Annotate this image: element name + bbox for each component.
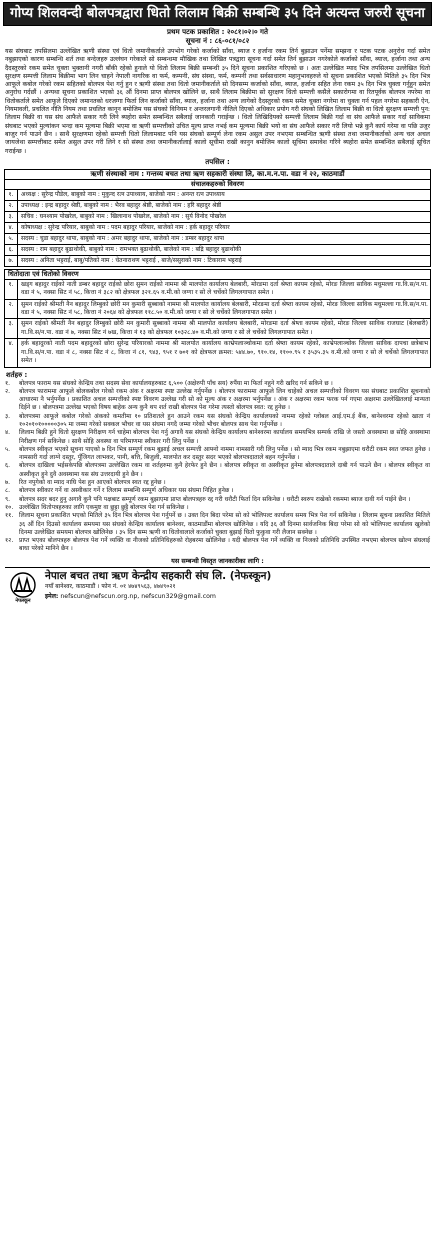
contact-heading: यस सम्बन्धी विस्तृत जानकारीका लागि : xyxy=(171,556,264,565)
officer-row-number: ५. xyxy=(5,234,18,244)
term-item-number: ६. xyxy=(5,462,11,470)
term-item-number: ५. xyxy=(5,445,11,453)
term-item-number: ११. xyxy=(5,512,14,520)
officer-row-text: सदस्य : राम बहादुर बुढाथोकी, बाबुको नाम : रामभक्त बुढाथोकी, बाजेको नाम : बद्रि बहादुर बुढाथोकी xyxy=(21,245,242,253)
terms-heading: शर्तहरु : xyxy=(6,370,28,379)
term-item-number: १०. xyxy=(5,503,14,511)
borrower-org-name: ऋणी संस्थाको नाम : गन्तव्य बचत तथा ऋण सहकारी संस्था लि, का.म.न.पा. वडा नं २२, काठमाडौं xyxy=(5,170,430,180)
collateral-row-text: हर्क बहादुरको नाती पदम बहादुरको छोरा सुरेन्द्र परियारको नाममा श्री मालपोत कार्यालय काभ्रेपलाञ्चोकमा दर्ता श्रेष्ता कायम रहेको, काभ्रेपलाञ्चोक जिल्ला साविक दापचा छत्रेबाभ गा.वि.स/न.पा. वडा नं ८, नक्सा सिट नं ८, कित्ता नं ८१, ९४३, ९५१ र ७०१ को क्षेत्रफल क्रमश: ५४४.७०, ९१०.१४, ११००.९५ र ३५३५.३५ व.मी.को जग्गा र सो ले चर्चेको लिगलगापात समेत । xyxy=(21,340,428,365)
collateral-row xyxy=(5,319,430,339)
collateral-row-text: सुमन राईको श्रीमती नैन बहादुर लिम्बुको छोरी मन कुमारी सुब्बाको नाममा श्री मालपोत कार्यालय बेलबारी, मोरङमा दर्ता श्रेष्ता कायम रहेको, मोरङ जिल्ला साविक राजघाट (बेलबारी) गा.वि.स/न.पा. वडा नं ७, नक्सा सिट नं ७ख, कित्ता नं १३ को क्षेत्रफल १०३२८.४० व.मी.को जग्गा र सो ले चर्चेको लिगलगापात समेत । xyxy=(21,320,428,336)
collateral-table xyxy=(4,269,431,368)
officer-row-text: उपाध्यक्ष : इन्द्र बहादुर श्रेष्ठी, बाबुको नाम : भैरव बहादुर श्रेष्ठी, बाजेको नाम : हरि बहादुर श्रेष्ठी xyxy=(21,201,222,209)
term-item-text: बोलपत्रमा आफूले कबोल गरेको अंकको कमतीमा १० प्रतिशतले हुन आउने रकम यस संघको केन्द्रिय कार्यालयको नाममा रहेको ग्लोबल आई.एम.ई बैंक, बानेश्वरमा रहेको खाता नं १०२०१०१०००००३०५ मा जम्मा गरेको सक्कल भौचर वा यस संघमा नगदै जम्मा गरेको भौचर बोलपत्र साथ पेश गर्नुपर्नेछ । xyxy=(19,412,430,428)
officer-row-number: २. xyxy=(5,201,18,211)
officer-row-text: अध्यक्ष : सुरेन्द्र पौडेल, बाबुको नाम : मुकुन्द रत्न उपाध्याय, बाजेको नाम : अनन्त रत्न उपाध्याय xyxy=(21,190,225,198)
term-item-number: ४. xyxy=(5,429,11,437)
officer-row-number: ६. xyxy=(5,245,18,255)
term-item xyxy=(5,512,430,537)
term-item-text: बोलपत्र स्वीकृत भएको सूचना पाएको ७ दिन भित्र सम्पूर्ण रकम बुझाई अचल सम्पत्ती आफ्नो नाममा नामसारी गरी लिनु पर्नेछ । सो म्याद भित्र रकम नबुझाएमा धरौटी रकम स्वत जफत हुनेछ । नामसारी गर्दा लाग्ने दस्तुर, पूँजिगत लाभकर, पानी, बत्ति, बिजुली, मालपोत कर दस्तुर सदर भएको बोलपत्रदाताले बहन गर्नुपर्नेछ । xyxy=(19,445,430,462)
officers-list xyxy=(5,190,430,266)
term-item xyxy=(5,388,430,413)
officer-row xyxy=(5,212,430,223)
term-item-number: ९. xyxy=(5,495,11,503)
term-item-text: बोलपत्र दाखिला भईसकेपछि बोलपत्रमा उल्लेखित रकम वा शर्तहरुमा कुनै हेरफेर हुने छैन । बोलपत्र स्वीकृत वा अस्वीकृत हुनेमा बोलपत्रदाताले दाबी गर्न पाउने छैन । बोलपत्र स्वीकृत वा अस्वीकृत हुने दुवै अवस्थामा यस संघ उत्तरदायी हुने छैन । xyxy=(19,462,430,478)
officer-row-number: ४. xyxy=(5,223,18,233)
term-item-number: ७. xyxy=(5,479,11,487)
term-item-number: २. xyxy=(5,387,11,395)
officer-row xyxy=(5,256,430,266)
officer-row-text: कोषाध्यक्ष : सुरेन्द्र परियार, बाबुको नाम : पदम बहादुर परियार, बाजेको नाम : हर्क बहादुर परियार xyxy=(21,223,230,231)
officer-row xyxy=(5,201,430,212)
officer-row-text: सदस्य : चुडा बहादुर थापा, बाबुको नाम : अमर बहादुर थापा, बाजेको नाम : डम्बर बहादुर थापा xyxy=(21,234,225,242)
officer-row xyxy=(5,234,430,245)
term-item xyxy=(5,487,430,495)
officer-row-number: १. xyxy=(5,190,18,200)
nefscun-logo xyxy=(5,570,41,606)
terms-list xyxy=(3,380,432,554)
collateral-row xyxy=(5,300,430,320)
term-item xyxy=(5,429,430,446)
collateral-row-number: १. xyxy=(5,280,18,299)
notice-title: गोप्य शिलवन्दी बोलपत्रद्वारा धितो लिलाम बिक्री सम्बन्धि ३५ दिने अत्यन्त जरुरी सूचना xyxy=(3,2,432,26)
term-item xyxy=(5,446,430,463)
footer-text xyxy=(41,570,430,601)
collateral-row xyxy=(5,280,430,300)
term-item-text: बोलपत्र फाराममा आफूले बोलकबोल गरेको रकम अंक र अक्षरमा स्पष्ट उल्लेख गर्नुपर्नेछ । बोलपत्र फाराममा आफूले लिन चाहेको अचल सम्पत्तीको विवरण यस संघबाट प्रकाशित सूचनाको आधारमा नै भर्नुपर्नेछ । प्रकाशित अचल सम्पत्तीको स्पष्ट विवरण उल्लेख गरी सो को मूल्य अंक र अक्षरमा भर्नुपर्नेछ । अंक र अक्षरमा रकम फरक पर्न गएमा अक्षरमा उल्लेखितलाई मान्यता दिईने छ । बोलपत्रमा उल्लेख भएको विषय बाहेक अन्य कुनै थप शर्त राखी बोलपत्र पेश गरेमा त्यस्तो बोलपत्र स्वत: रद्द हुनेछ । xyxy=(19,387,430,412)
term-item-number: ३. xyxy=(5,412,11,420)
officer-row xyxy=(5,223,430,234)
org-address: नयाँ बानेश्वर, काठमाडौं । फोन नं. ०१ ४७४९५६३, ४७४९०२१ xyxy=(45,582,176,590)
term-item xyxy=(5,537,430,554)
term-item xyxy=(5,496,430,504)
term-item-text: बोलपत्र सदर बदर हुनु अगावै कुनै पनि पक्षबाट सम्पूर्ण रकम बुझाएमा प्राप्त बोलपत्रहरु रद्द गरी धरौटी फिर्ता दिन सकिनेछ । धरौटी स्वरुप राखेको रकममा ब्याज दावी गर्न पाईने छैन । xyxy=(19,495,411,503)
logo-text: नेफस्कून xyxy=(15,597,31,604)
term-item-text: बोलपत्र फाराम यस संघको केन्द्रिय तथा सदस्य सेवा कार्यालयहरुबाट ६,५०० (अक्षेरुपी पाँच सय) रुपैंया मा फिर्ता नहुने गरी खरिद गर्न सकिने छ । xyxy=(19,379,333,387)
collateral-row xyxy=(5,339,430,366)
borrower-table xyxy=(4,169,431,267)
term-item-text: प्राप्त भएका बोलपत्रहरु बोलपत्र पेश गर्ने व्यक्ति वा नीजको प्रतिनिधिहरुको रोहबरमा खोलिनेछ । यदी बोलपत्र पेश गर्ने व्यक्ति वा निजको प्रतिनिधि उपस्थित नभएमा बोलपत्र खोल्न संघलाई बाधा परेको मानिने छैन । xyxy=(19,537,430,553)
officer-row xyxy=(5,245,430,256)
collateral-row-text: सुमन राईको श्रीमती नैन बहादुर लिम्बुको छोरी मन कुमारी सुब्बाको नाममा श्री मालपोत कार्यालय बेलबारी, मोरङमा दर्ता श्रेष्ता कायम रहेको, मोरङ जिल्ला साविक मधुमल्ला गा.वि.स/न.पा. वडा नं ५, नक्सा सिट नं ५८, कित्ता नं २०६४ को क्षेत्रफल ११८.५० व.मी.को जग्गा र सो ले चर्चेको लिगलगापात समेत । xyxy=(21,300,428,317)
email-line xyxy=(45,592,430,601)
email-label: इमेल: xyxy=(45,592,59,600)
notice-number: सूचना नं : ८६-०८१/०८२ xyxy=(185,37,250,45)
officers-heading: संचालकहरुको विवरण xyxy=(5,180,430,190)
term-item-number: १. xyxy=(5,379,11,387)
term-item-text: लिलाम सूचना प्रकाशित भएको मितिले ३५ दिन भित्र बोलपत्र पेश गर्नुपर्ने छ । उक्त दिन बिदा परेमा सो को भोलिपल्ट कार्यालय समय भित्र पेश गर्न सकिनेछ । लिलाम सूचना प्रकाशित मितिले ३६ औं दिन दिउसो कार्यालय समयमा यस संघको केन्द्रिय कार्यालय बानेश्वर, काठमाडौंमा बोलपत्र खोलिनेछ । यदि ३६ औं दिनमा सार्वजनिक बिदा परेमा सो को भोलिपल्ट कार्यालय खुलेको दिनमा उल्लेखित समयमा बोलपत्र खोलिनेछ । ३५ दिन सम्म ऋणी वा धितोवालाले कर्जाको चुक्ता बुझाई धितो फुकुवा गरी लैजान सक्नेछ । xyxy=(19,512,430,536)
term-item-text: बोलपत्र स्वीकार गर्ने वा अस्वीकार गर्ने र लिलाम सम्बन्धि सम्पूर्ण अधिकार यस संघमा निहित हुनेछ । xyxy=(19,487,234,495)
officer-row-text: सचिव : घनश्याम पोखरेल, बाबुको नाम : खिलानाथ पोखरेल, बाजेको नाम : सुर्य विनोद पोखरेल xyxy=(21,212,226,220)
publication-date: प्रथम पटक प्रकाशित : २०८१।०२।० गते xyxy=(167,28,268,36)
tapsil-label: तपसिल : xyxy=(205,157,230,166)
term-item-text: रित नपुगेको वा म्याद नाघि पेश हुन आएको बोलपत्र स्वत रद्द हुनेछ । xyxy=(19,479,166,487)
collateral-heading: धितोदाता एवं धितोको विवरण xyxy=(5,270,430,280)
term-item-number: १२. xyxy=(5,537,14,545)
officer-row xyxy=(5,190,430,201)
officer-row-number: ३. xyxy=(5,212,18,222)
collateral-row-number: ३. xyxy=(5,319,18,338)
collateral-list xyxy=(5,280,430,367)
officer-row-number: ७. xyxy=(5,256,18,266)
collateral-row-text: खड्ग बहादुर राईको नाती डम्बर बहादुर राईको छोरा सुमन राईको नाममा श्री मालपोत कार्यालय बेलबारी, मोरङमा दर्ता श्रेष्ता कायम रहेको, मोरङ जिल्ला साविक मधुमल्ला गा.वि.स/न.पा. वडा नं ५, नक्सा सिट नं ५८, कित्ता नं ३८२ को क्षेत्रफल ३२१.६५ व.मी.को जग्गा र सो ले चर्चेको लिगलगापात समेत । xyxy=(21,280,428,297)
intro-paragraph: यस संघबाट तपसिलमा उल्लेखित ऋणी संस्था एवं धितो जमानीकर्ताले उपभोग गरेको कर्जाको साँवा, ब्याज र हर्जाना रकम तिर्न बुझाउन पर्नेमा सम्झना र पटक पटक अनुरोध गर्दा समेत नबुझाएको कारण सम्बन्धि शर्त तथा बन्देजहरु उल्लंघन गरेकाले सो सम्बन्धमा मौखिक तथा लिखित पत्रद्वारा सूचना गर्दा समेत तिर्न बुझाउन नगरेकोले कर्जाको साँवा, ब्याज, हर्जाना तथा अन्य दैदस्तुरको रकम समेत चुक्ता भुक्तानी नगरी बाँकी रहेको हुनाले यो धितो लिलाम बिक्री सम्बन्धी ३५ दिने सूचना प्रकाशित गरिएको छ । अतः उल्लेखित म्याद भित्र तपसिलमा उल्लेखित धितो सुरक्षण सम्पत्ती लिलाम बिक्रीमा भाग लिन चाहने नेपाली नागरिक वा फर्म, कम्पनी, संघ संस्था, फर्म, कम्पनी तथा सर्वसाधारण महानुभावहरुले यो सूचना प्रकाशित भएको मितिले ३५ दिन भित्र आफूले कबोल गरेको रकम सहितको बोलपत्र पेश गर्नु हुन र ऋणी संस्था तथा धितो जमानीकर्ताले सो दिनसम्म कर्जाको साँवा, ब्याज, हर्जाना सहित लेना रकम ३५ दिन भित्र चुक्ता गर्नुहुन समेत अनुरोध गर्दछौं । अन्यथा सूचना प्रकाशित भएको ३६ औं दिनमा प्राप्त बोलपत्र खोलिने छ, साथै लिलाम बिक्रीमा सो सुरक्षण धितो सम्पत्ती कसैले सकारोगमा वा रितपूर्वक बोलपत्र नपरेमा वा धितोकर्ताले समेत आफूले दिएको जमानतको धरजग्गा फिर्ता लिन कर्जाको साँवा, ब्याज, हर्जाना तथा अन्य लागेको दैदस्तुरको रकम समेत चुक्ता नगरेमा वा चुक्ता गर्न पहल नगरेमा सहकारी ऐन, नियमावली, प्रचलित नीति नियम तथा प्रचलित कानून बमोजिम यस संघको विनियम र अन्तरलगानी नीतिले दिएको अधिकार प्रयोग गरी संघको लिखित लिलाम बिक्री वा धितो सुरक्षण सम्पत्ती पुन: लिलाम बिक्री वा यस संघ आफैले सकार गरी लिने ब्यहोरा समेत सम्बन्धित सबैलाई जानकारी गराईन्छ । धितो लिखिदियको सम्पत्ती लिलाम बिक्री गर्दा वा संघ आफैले सकार गर्दा साविकमा संघबाट भएको मुल्यांकन भन्दा कम मूल्यमा बिक्री भएमा वा ऋणी सम्पत्तीको उचित मूल्य प्राप्त नभई कम मूल्यमा बिक्री भयो वा संघ आफैले सकार गरी लियो भन्ने कुनै कार्य गरेमा वा पछि उजुर बाजुर गर्न पाउने छैन । साथै सुरक्षणमा रहेको सम्पत्ती धितो लिलामबाट पनि यस संघको सम्पूर्ण लेना रकम असुल उपर नभएमा सम्बन्धित ऋणी संस्था तथा जमानीकर्ताको अन्य चल अचल जायजेथा सम्पत्तीबाट समेत असुल उपर गरी लिने र सो संस्था तथा जमानीकर्तालाई कालो सूचीमा राखी कानुन बमोजिम कालो सूचिमा समावेश गरिने ब्यहोरा समेत सम्बन्धित सबैलाई सूचित गराईन्छ । xyxy=(5,48,430,155)
term-item-text: उल्लेखित धितोपत्रहरुका लागि एकमुष्ट वा छुट्टा छुट्टै बोलपत्र पेश गर्न सकिनेछ । xyxy=(19,503,189,511)
term-item-text: लिलाम बिक्री हुने धितो सुरक्षण निरीक्षण गर्न चाहेमा बोलपत्र पेश गर्नु अगावै यस संघको केन्द्रिय कार्यालय बानेश्वरमा कार्यालय समयभित्र सम्पर्क राखि जे जस्तो अवस्थामा छ सोहि अवस्थामा निरीक्षण गर्न सकिनेछ । साथै सोहि अवस्था वा परिमाणमा स्वीकार गरी लिनु पर्नेछ । xyxy=(19,429,430,445)
term-item-number: ८. xyxy=(5,487,11,495)
officer-row-text: सदस्य : अनिता भट्टराई, बाबु/पतिको नाम : चेतनाराथण भट्टराई , बाजे/ससुराको नाम : टिकाराम भट्टराई xyxy=(21,256,242,264)
term-item xyxy=(5,413,430,430)
footer xyxy=(5,567,430,606)
term-item xyxy=(5,462,430,479)
email-address[interactable]: nefscun@nefscun.org.np, nefscun329@gmail.com xyxy=(60,592,216,600)
collateral-row-number: २. xyxy=(5,300,18,319)
term-item xyxy=(5,380,430,388)
collateral-row-number: ४. xyxy=(5,339,18,366)
org-name: नेपाल बचत तथा ऋण केन्द्रीय सहकारी संघ लि. (नेफस्कून) xyxy=(45,569,272,582)
